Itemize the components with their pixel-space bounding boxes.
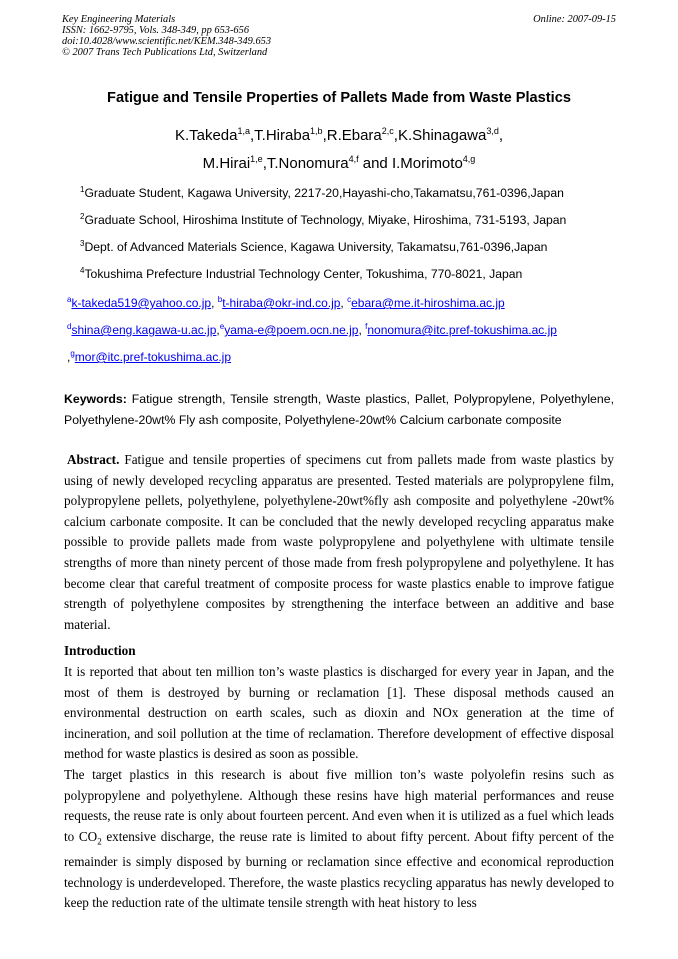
- online-date: Online: 2007-09-15: [533, 14, 616, 25]
- intro-text: The target plastics in this research is about five million ton’s waste polyolefin resins such as polypropylene and polyethylene. Although these resins have high material performances and reuse requests, the reuse rate is only about fourteen percent. And even when it is utilized as a fuel which leads to CO: [64, 766, 614, 844]
- author-sup: 4,g: [462, 154, 476, 164]
- email-line-3: [67, 350, 231, 364]
- author-separator: ,: [498, 127, 504, 144]
- keywords: [64, 389, 614, 431]
- email-line-1: [67, 296, 505, 310]
- author-sup: 1,b: [310, 126, 323, 136]
- intro-text: extensive discharge, the reuse rate is limited to about fifty percent. About fifty percent of the remainder is simply disposed by burning or reclamation since effective and economical reproduction technology is underdeveloped. Therefore, the waste plastics recycling apparatus has newly developed to keep the reduction rate of the ultimate tensile strength with heat history to less: [64, 828, 615, 911]
- email-separator: ,: [358, 323, 366, 337]
- journal-header: [62, 14, 616, 58]
- email-link[interactable]: nonomura@itc.pref-tokushima.ac.jp: [367, 323, 557, 337]
- email-link[interactable]: t-hiraba@okr-ind.co.jp: [222, 296, 341, 310]
- affiliation-sup: 1: [80, 185, 85, 194]
- email-link[interactable]: mor@itc.pref-tokushima.ac.jp: [74, 350, 232, 364]
- copyright-line: © 2007 Trans Tech Publications Ltd, Switzerland: [62, 47, 268, 58]
- affiliation: [80, 267, 522, 281]
- keywords-text: Fatigue strength, Tensile strength, Waste plastics, Pallet, Polypropylene, Polyethylene, Polyethylene-20wt% Fly ash composite, Polyethylene-20wt% Calcium carbonate composite: [64, 392, 614, 427]
- email-sup: d: [67, 322, 72, 331]
- author-line-1: [0, 127, 678, 144]
- author-name: M.Hirai: [202, 155, 251, 172]
- intro-paragraph: It is reported that about ten million ton’s waste plastics is discharged for every year in Japan, and the most of them is destroyed by burning or reclamation [1]. These disposal methods caused an environmental destruction on earth scales, such as dioxin and NOx generation at the time of incineration, and soil pollution at the time of reclamation. Therefore development of effective disposal method for waste plastics is desired as soon as possible.: [64, 664, 614, 762]
- journal-name: Key Engineering Materials: [62, 14, 176, 25]
- abstract-label: Abstract.: [67, 452, 120, 467]
- author-name: ,T.Hiraba: [250, 127, 311, 144]
- email-link[interactable]: shina@eng.kagawa-u.ac.jp: [71, 323, 217, 337]
- email-link[interactable]: k-takeda519@yahoo.co.jp: [71, 296, 212, 310]
- author-sup: 1,a: [237, 126, 251, 136]
- email-link[interactable]: yama-e@poem.ocn.ne.jp: [224, 323, 359, 337]
- affiliation: [80, 213, 566, 227]
- affiliation-sup: 4: [80, 266, 85, 275]
- abstract-text: Fatigue and tensile properties of specimens cut from pallets made from waste plastics by using of newly developed recycling apparatus are presented. Tested materials are polypropylene film, polypropylene pellets, polyethylene, polyethylene-20wt%fly ash composite and polyethylene -20wt% calcium carbonate composite. It can be concluded that the newly developed recycling apparatus make possible to provide pallets made from waste polypropylene and polyethylene with ultimate tensile strengths of more than ninety percent of those made from fresh polypropylene and polyethylene. It has become clear that careful treatment of composite process for waste plastics enable to improve fatigue strength of polyethylene composites by strengthening the interface between an additive and base material.: [64, 452, 614, 632]
- introduction-body: [64, 662, 614, 914]
- doi-line: doi:10.4028/www.scientific.net/KEM.348-349.653: [62, 36, 272, 47]
- intro-paragraph: [64, 765, 614, 914]
- email-separator: ,: [216, 323, 220, 337]
- author-name: ,T.Nonomura: [262, 155, 349, 172]
- author-name: ,R.Ebara: [322, 127, 382, 144]
- email-separator: ,: [211, 296, 218, 310]
- affiliation: [80, 240, 547, 254]
- email-line-2: [67, 323, 557, 337]
- author-sup: 4,f: [348, 154, 359, 164]
- section-heading-introduction: Introduction: [64, 643, 136, 658]
- affiliation-sup: 3: [80, 239, 85, 248]
- email-sup: f: [365, 322, 368, 331]
- author-sup: 1,e: [250, 154, 263, 164]
- abstract: [64, 450, 614, 635]
- email-separator: ,: [67, 350, 71, 364]
- author-sup: 2,c: [381, 126, 394, 136]
- paper-title: Fatigue and Tensile Properties of Pallets Made from Waste Plastics: [107, 90, 571, 106]
- affiliation-text: Graduate Student, Kagawa University, 2217-20,Hayashi-cho,Takamatsu,761-0396,Japan: [84, 186, 564, 200]
- keywords-label: Keywords:: [64, 392, 127, 406]
- email-link[interactable]: ebara@me.it-hiroshima.ac.jp: [351, 296, 505, 310]
- affiliation-sup: 2: [80, 212, 85, 221]
- author-name: ,K.Shinagawa: [393, 127, 487, 144]
- author-name: and I.Morimoto: [358, 155, 463, 172]
- co2-subscript: 2: [97, 836, 102, 847]
- email-separator: ,: [340, 296, 348, 310]
- author-line-2: [0, 155, 678, 172]
- email-sup: g: [70, 349, 75, 358]
- email-sup: a: [67, 295, 72, 304]
- author-name: K.Takeda: [174, 127, 238, 144]
- affiliation: [80, 186, 564, 200]
- email-sup: c: [347, 295, 352, 304]
- email-sup: b: [217, 295, 223, 304]
- issn-line: ISSN: 1662-9795, Vols. 348-349, pp 653-656: [62, 25, 250, 36]
- author-sup: 3,d: [486, 126, 499, 136]
- affiliation-text: Tokushima Prefecture Industrial Technology Center, Tokushima, 770-8021, Japan: [84, 267, 523, 281]
- affiliation-text: Dept. of Advanced Materials Science, Kagawa University, Takamatsu,761-0396,Japan: [84, 240, 548, 254]
- email-sup: e: [219, 322, 225, 331]
- affiliation-text: Graduate School, Hiroshima Institute of Technology, Miyake, Hiroshima, 731-5193, Japan: [84, 213, 567, 227]
